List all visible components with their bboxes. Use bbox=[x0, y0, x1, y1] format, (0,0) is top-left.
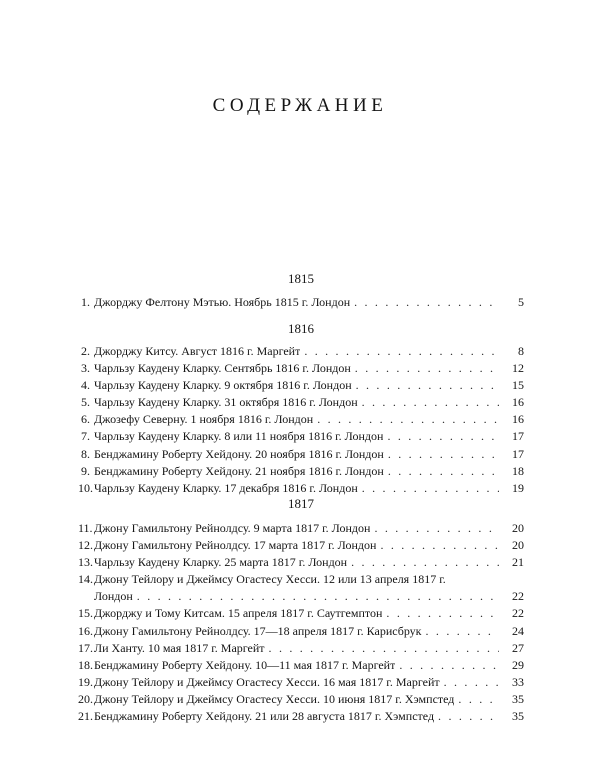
entry-page: 20 bbox=[512, 521, 524, 535]
toc-entry[interactable] bbox=[78, 294, 524, 311]
toc-entry[interactable] bbox=[78, 537, 524, 554]
entry-page: 19 bbox=[512, 480, 524, 495]
entry-number: 5. bbox=[81, 395, 90, 410]
entry-title: Джону Гамильтону Рейнолдсу. 9 марта 1817 г. Лондон bbox=[94, 521, 371, 535]
entry-page: 17 bbox=[512, 429, 524, 444]
entry-number: 8. bbox=[81, 446, 90, 461]
dot-leader bbox=[355, 360, 499, 377]
entry-title: Чарльзу Каудену Кларку. Сентябрь 1816 г. Лондон bbox=[94, 361, 351, 376]
dot-leader bbox=[426, 623, 499, 640]
dot-leader bbox=[137, 588, 499, 605]
entry-title: Чарльзу Каудену Кларку. 25 марта 1817 г. Лондон bbox=[94, 555, 348, 570]
toc-entry[interactable] bbox=[78, 571, 524, 605]
section-year-1816: 1816 bbox=[288, 321, 314, 336]
entry-title: Бенджамину Роберту Хейдону. 10—11 мая 1817 г. Маргейт bbox=[94, 657, 396, 672]
dot-leader bbox=[388, 463, 499, 480]
entry-page: 16 bbox=[512, 412, 524, 427]
toc-entry[interactable] bbox=[78, 674, 524, 691]
toc-entry[interactable] bbox=[78, 394, 524, 411]
dot-leader bbox=[399, 657, 499, 674]
entry-title: Джону Гамильтону Рейнолдсу. 17 марта 1817 г. Лондон bbox=[94, 538, 377, 553]
toc-entry[interactable] bbox=[78, 360, 524, 377]
toc-entry[interactable] bbox=[78, 428, 524, 445]
dot-leader bbox=[458, 691, 499, 708]
entry-page: 12 bbox=[512, 361, 524, 376]
entry-number: 6. bbox=[81, 412, 90, 427]
entry-title: Джону Гамильтону Рейнолдсу. 17—18 апреля 1817 г. Карисбрук bbox=[94, 623, 422, 638]
dot-leader bbox=[351, 554, 499, 571]
entry-number: 14. bbox=[78, 572, 93, 587]
entry-page: 18 bbox=[512, 463, 524, 478]
entry-title-continued: Лондон bbox=[94, 589, 133, 604]
toc-entry[interactable] bbox=[78, 708, 524, 725]
entry-title: Джону Тейлору и Джеймсу Огастесу Хесси. 16 мая 1817 г. Маргейт bbox=[94, 674, 440, 689]
page-title: СОДЕРЖАНИЕ bbox=[212, 95, 388, 116]
dot-leader bbox=[356, 377, 499, 394]
entry-number: 11. bbox=[78, 521, 93, 535]
entry-page: 24 bbox=[512, 623, 524, 638]
entry-page: 21 bbox=[512, 555, 524, 570]
entry-number: 21. bbox=[78, 709, 93, 724]
dot-leader bbox=[362, 480, 499, 497]
entry-number: 12. bbox=[78, 538, 93, 553]
entry-page: 27 bbox=[512, 640, 524, 655]
entry-number: 4. bbox=[81, 378, 90, 393]
entry-title: Джозефу Северну. 1 ноября 1816 г. Лондон bbox=[94, 412, 314, 427]
entry-title: Джону Тейлору и Джеймсу Огастесу Хесси. 12 или 13 апреля 1817 г. bbox=[94, 572, 446, 587]
entry-number: 15. bbox=[78, 606, 93, 621]
entry-title: Джорджу Фелтону Мэтью. Ноябрь 1815 г. Лондон bbox=[94, 295, 351, 309]
dot-leader bbox=[304, 343, 499, 360]
dot-leader bbox=[362, 394, 499, 411]
entry-title: Джорджу Китсу. Август 1816 г. Маргейт bbox=[94, 344, 301, 358]
entry-title: Чарльзу Каудену Кларку. 17 декабря 1816 г. Лондон bbox=[94, 480, 358, 495]
entry-page: 15 bbox=[512, 378, 524, 393]
dot-leader bbox=[444, 674, 499, 691]
entry-title: Чарльзу Каудену Кларку. 31 октября 1816 г. Лондон bbox=[94, 395, 358, 410]
entry-title: Джорджу и Тому Китсам. 15 апреля 1817 г. Саутгемптон bbox=[94, 606, 383, 621]
toc-entry[interactable] bbox=[78, 377, 524, 394]
dot-leader bbox=[386, 605, 499, 622]
entry-page: 35 bbox=[512, 691, 524, 706]
entry-number: 13. bbox=[78, 555, 93, 570]
dot-leader bbox=[317, 411, 499, 428]
entry-page: 5 bbox=[518, 295, 524, 309]
section-year-1815: 1815 bbox=[288, 271, 314, 286]
dot-leader bbox=[269, 640, 499, 657]
entry-title: Бенджамину Роберту Хейдону. 20 ноября 1816 г. Лондон bbox=[94, 446, 384, 461]
entry-page: 35 bbox=[512, 709, 524, 724]
entry-number: 3. bbox=[81, 361, 90, 376]
entry-page: 20 bbox=[512, 538, 524, 553]
entry-page: 16 bbox=[512, 395, 524, 410]
entry-number: 2. bbox=[81, 344, 90, 358]
entry-title: Чарльзу Каудену Кларку. 8 или 11 ноября 1816 г. Лондон bbox=[94, 429, 384, 444]
entry-page: 22 bbox=[512, 606, 524, 621]
toc-entry[interactable] bbox=[78, 480, 524, 497]
entry-title: Джону Тейлору и Джеймсу Огастесу Хесси. 10 июня 1817 г. Хэмпстед bbox=[94, 691, 455, 706]
section-entries-1817 bbox=[78, 520, 524, 725]
entry-number: 7. bbox=[81, 429, 90, 444]
entry-number: 1. bbox=[81, 295, 90, 309]
toc-entry[interactable] bbox=[78, 343, 524, 360]
toc-entry[interactable] bbox=[78, 657, 524, 674]
entry-number: 17. bbox=[78, 640, 93, 655]
entry-number: 9. bbox=[81, 463, 90, 478]
dot-leader bbox=[374, 520, 499, 537]
toc-entry[interactable] bbox=[78, 554, 524, 571]
entry-title: Бенджамину Роберту Хейдону. 21 ноября 1816 г. Лондон bbox=[94, 463, 384, 478]
entry-line-1 bbox=[78, 571, 524, 588]
dot-leader bbox=[380, 537, 499, 554]
entry-number: 20. bbox=[78, 691, 93, 706]
entry-page: 22 bbox=[512, 589, 524, 604]
entry-line-2 bbox=[78, 588, 524, 605]
section-year-1817: 1817 bbox=[288, 496, 314, 511]
dot-leader bbox=[354, 294, 499, 311]
toc-entry[interactable] bbox=[78, 463, 524, 480]
dot-leader bbox=[387, 428, 499, 445]
entry-page: 8 bbox=[518, 344, 524, 358]
entry-title: Чарльзу Каудену Кларку. 9 октября 1816 г. Лондон bbox=[94, 378, 352, 393]
toc-entry[interactable] bbox=[78, 605, 524, 622]
entry-number: 18. bbox=[78, 657, 93, 672]
dot-leader bbox=[388, 446, 499, 463]
entry-number: 19. bbox=[78, 674, 93, 689]
section-entries-1816 bbox=[78, 343, 524, 497]
entry-page: 17 bbox=[512, 446, 524, 461]
entry-number: 16. bbox=[78, 623, 93, 638]
toc-entry[interactable] bbox=[78, 520, 524, 537]
toc-entry[interactable] bbox=[78, 623, 524, 640]
dot-leader bbox=[438, 708, 499, 725]
toc-entry[interactable] bbox=[78, 691, 524, 708]
entry-page: 29 bbox=[512, 657, 524, 672]
entry-page: 33 bbox=[512, 674, 524, 689]
entry-title: Ли Ханту. 10 мая 1817 г. Маргейт bbox=[94, 640, 265, 655]
entry-title: Бенджамину Роберту Хейдону. 21 или 28 августа 1817 г. Хэмпстед bbox=[94, 709, 435, 724]
entry-number: 10. bbox=[78, 480, 93, 495]
toc-entry[interactable] bbox=[78, 640, 524, 657]
toc-entry[interactable] bbox=[78, 411, 524, 428]
section-entries-1815 bbox=[78, 294, 524, 311]
toc-entry[interactable] bbox=[78, 446, 524, 463]
